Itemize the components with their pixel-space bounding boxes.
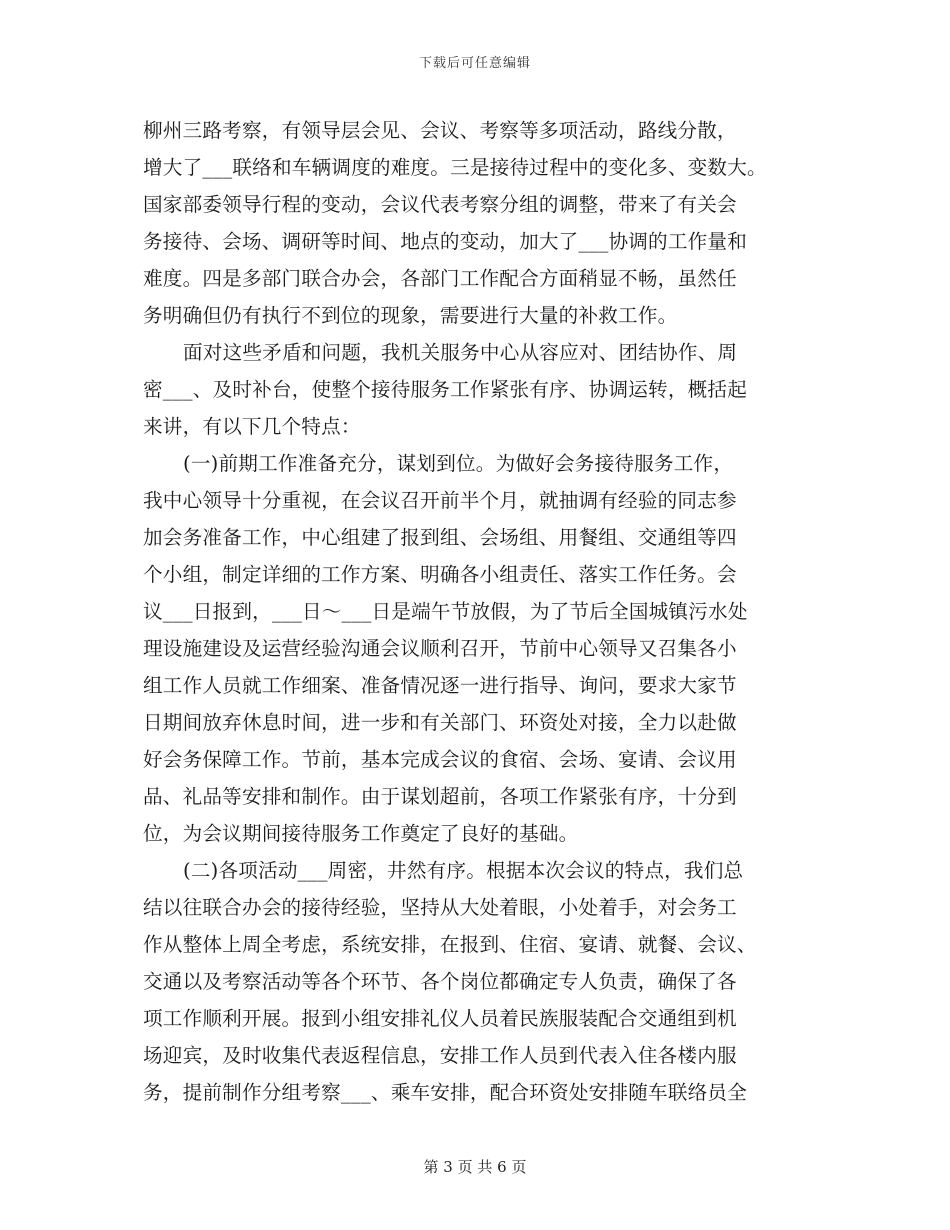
text-line: 增大了___联络和车辆调度的难度。三是接待过程中的变化多、变数大。 xyxy=(143,156,767,179)
text-line: 柳州三路考察，有领导层会见、会议、考察等多项活动，路线分散， xyxy=(143,119,737,142)
paragraph-first-line: 面对这些矛盾和问题，我机关服务中心从容应对、团结协作、周 xyxy=(183,341,738,364)
text-line: 品、礼品等安排和制作。由于谋划超前，各项工作紧张有序，十分到 xyxy=(143,785,737,808)
text-line: 加会务准备工作，中心组建了报到组、会场组、用餐组、交通组等四 xyxy=(143,526,737,549)
text-line: 日期间放弃休息时间，进一步和有关部门、环资处对接，全力以赴做 xyxy=(143,711,737,734)
text-line: 个小组，制定详细的工作方案、明确各小组责任、落实工作任务。会 xyxy=(143,563,737,586)
text-line: 我中心领导十分重视，在会议召开前半个月，就抽调有经验的同志参 xyxy=(143,489,737,512)
text-line: 场迎宾，及时收集代表返程信息，安排工作人员到代表入住各楼内服 xyxy=(143,1044,737,1067)
text-line: 密___、及时补台，使整个接待服务工作紧张有序、协调运转，概括起 xyxy=(143,378,748,401)
text-line: 务接待、会场、调研等时间、地点的变动，加大了___协调的工作量和 xyxy=(143,230,748,253)
paragraph-first-line: (二)各项活动___周密，井然有序。根据本次会议的特点，我们总 xyxy=(183,859,744,882)
page-header: 下载后可任意编辑 xyxy=(418,56,531,71)
text-line: 理设施建设及运营经验沟通会议顺利召开，节前中心领导又召集各小 xyxy=(143,637,737,660)
text-line: 难度。四是多部门联合办会，各部门工作配合方面稍显不畅，虽然任 xyxy=(143,267,737,290)
text-line: 国家部委领导行程的变动，会议代表考察分组的调整，带来了有关会 xyxy=(143,193,737,216)
text-line: 项工作顺利开展。报到小组安排礼仪人员着民族服装配合交通组到机 xyxy=(143,1007,737,1030)
text-line: 位，为会议期间接待服务工作奠定了良好的基础。 xyxy=(143,822,579,845)
text-line: 交通以及考察活动等各个环节、各个岗位都确定专人负责，确保了各 xyxy=(143,970,737,993)
paragraph-first-line: (一)前期工作准备充分，谋划到位。为做好会务接待服务工作， xyxy=(183,452,734,475)
text-line: 务明确但仍有执行不到位的现象，需要进行大量的补救工作。 xyxy=(143,304,678,327)
text-line: 来讲，有以下几个特点： xyxy=(143,415,361,438)
text-line: 组工作人员就工作细案、准备情况逐一进行指导、询问，要求大家节 xyxy=(143,674,737,697)
document-body xyxy=(143,112,823,1111)
page-number-footer: 第 3 页 共 6 页 xyxy=(423,1158,527,1176)
text-line: 好会务保障工作。节前，基本完成会议的食宿、会场、宴请、会议用 xyxy=(143,748,737,771)
text-line: 议___日报到，___日～___日是端午节放假，为了节后全国城镇污水处 xyxy=(143,600,748,623)
text-line: 结以往联合办会的接待经验，坚持从大处着眼，小处着手，对会务工 xyxy=(143,896,737,919)
text-line: 作从整体上周全考虑，系统安排，在报到、住宿、宴请、就餐、会议、 xyxy=(143,933,757,956)
text-line: 务，提前制作分组考察___、乘车安排，配合环资处安排随车联络员全 xyxy=(143,1081,748,1104)
